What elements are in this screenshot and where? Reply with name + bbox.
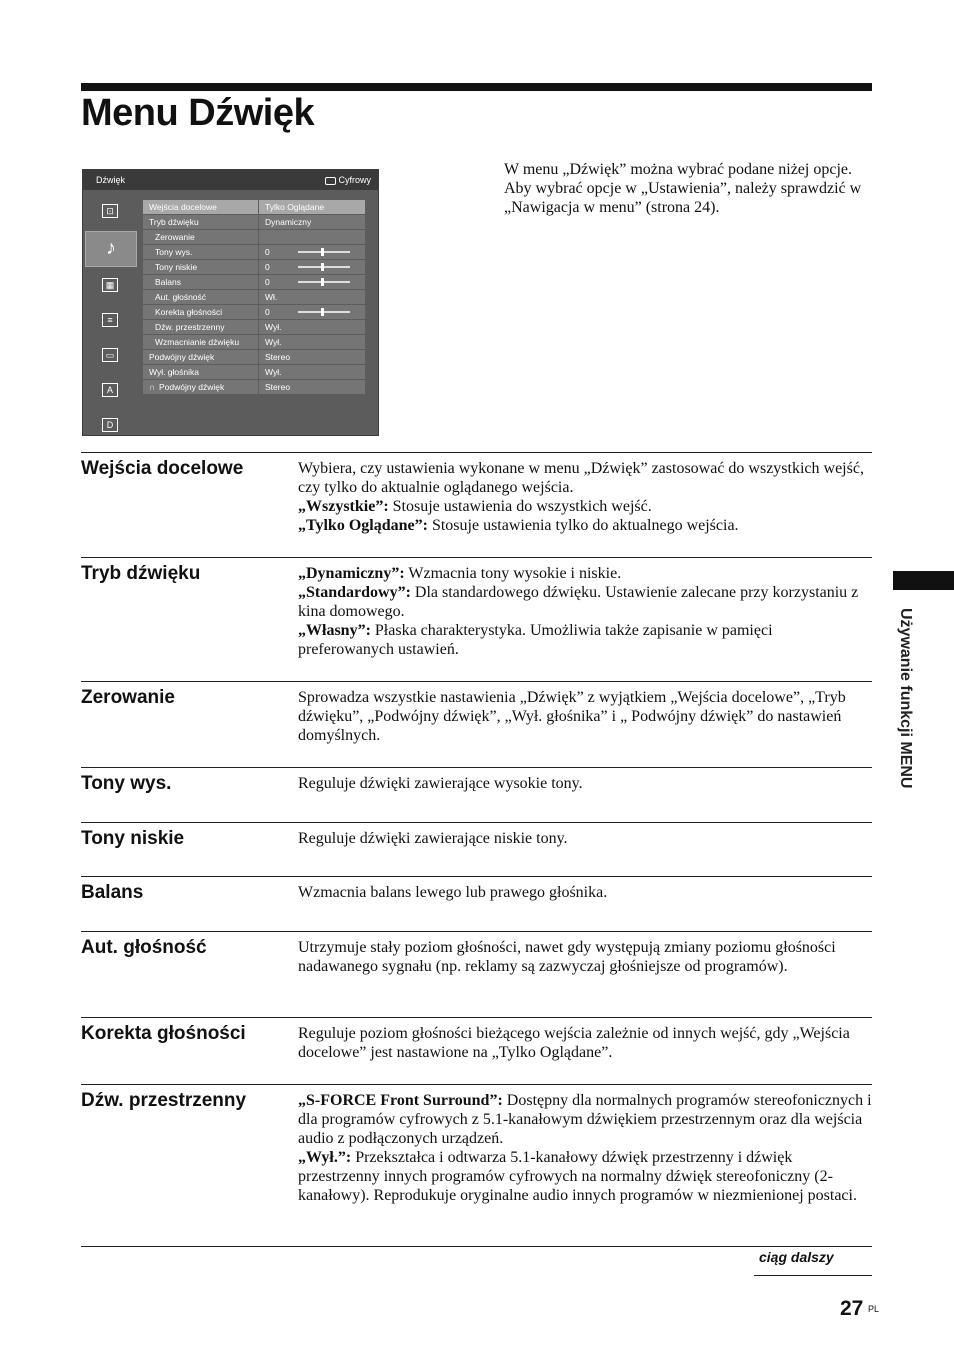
page-number: 27 [840,1297,864,1320]
option-name: „Wszystkie”: [298,498,389,515]
continued-label: ciąg dalszy [759,1249,834,1265]
tv-menu-row-divider [258,230,259,244]
tv-menu-row [143,215,365,229]
intro-text: W menu „Dźwięk” można wybrać podane niżej opcje. Aby wybrać opcje w „Ustawienia”, należy sprawdzić w „Nawigacja w menu” (strona 24). [504,161,862,216]
tv-menu-row-divider [258,215,259,229]
definition-item [81,452,872,557]
tv-menu-screenshot [82,169,379,436]
tv-menu-rows [143,200,365,395]
tv-menu-row-label: Wył. głośnika [149,367,199,377]
definition-text: Wzmacnia tony wysokie i niskie. [404,565,622,582]
definition-line [298,938,872,976]
tv-menu-row [143,335,365,349]
tv-menu-row-label: Dźw. przestrzenny [155,322,225,332]
definition-text: Dostępny dla normalnych programów stereofonicznych i dla programów cyfrowych z 5.1-kanałowym dźwiękiem przestrzennym oraz dla wejścia audio z podłączonych urządzeń. [298,1092,872,1147]
tv-menu-slider [298,281,350,283]
tv-menu-row-value: 0 [265,262,270,272]
definition-line [298,497,872,516]
music-note-icon: ♪ [85,231,137,267]
side-section-label: Używanie funkcji MENU [897,608,914,789]
tv-menu-row-value: Wł. [265,292,278,302]
definition-text: Płaska charakterystyka. Umożliwia także zapisanie w pamięci preferowanych ustawień. [298,622,773,658]
tv-menu-row-label: Podwójny dźwięk [149,352,215,362]
definition-line [298,1091,872,1148]
definition-text: Stosuje ustawienia tylko do aktualnego wejścia. [427,517,739,534]
tv-menu-row [143,320,365,334]
option-name: „Tylko Oglądane”: [298,517,428,534]
tv-menu-row-label: Tryb dźwięku [149,217,199,227]
tv-menu-row-value [265,230,365,244]
tv-menu-row-divider [258,200,259,214]
tv-menu-row-value: Wył. [265,322,282,332]
tv-menu-row-label: Balans [155,277,181,287]
input-icon: ⊡ [85,196,137,228]
option-name: „Wył.”: [298,1149,352,1166]
tv-menu-row [143,275,365,289]
definition-term: Tony wys. [81,773,172,794]
tv-menu-slider-knob [321,308,324,316]
definition-line [298,459,872,497]
definition-term: Tryb dźwięku [81,563,201,584]
definition-line [298,621,872,659]
definition-term: Zerowanie [81,687,175,708]
definition-item [81,767,872,822]
side-tab-marker [893,571,954,590]
definition-list [81,452,872,1246]
definition-text: Wzmacnia balans lewego lub prawego głośnika. [298,884,608,901]
tv-menu-row-divider [258,365,259,379]
source-icon [325,177,336,185]
digital-setup-icon: D [85,410,137,442]
tv-menu-row-label: Tony niskie [155,262,198,272]
tv-menu-row-value: 0 [265,307,270,317]
tv-menu-row-value: Stereo [265,352,291,362]
tv-menu-row-value: 0 [265,277,270,287]
definition-description [298,932,872,976]
definition-description [298,453,872,535]
definition-description [298,1018,872,1062]
tv-menu-header [83,170,378,190]
tv-menu-row [143,305,365,319]
tv-menu-row-label: Podwójny dźwięk [159,382,225,392]
tv-menu-row [143,245,365,259]
picture-icon: ▦ [85,270,137,302]
tv-menu-row-value: Wył. [265,337,282,347]
definition-text: Dla standardowego dźwięku. Ustawienie zalecane przy korzystaniu z kina domowego. [298,584,859,620]
tv-menu-slider-knob [321,248,324,256]
tv-menu-row-divider [258,335,259,349]
option-name: „Własny”: [298,622,371,639]
definition-line [298,883,872,902]
tv-menu-row-divider [258,275,259,289]
tv-menu-row [143,200,365,214]
definition-description [298,1085,872,1205]
definition-description [298,823,872,848]
title-rule [81,83,872,91]
definition-line [298,1148,872,1205]
tv-menu-row-value: Tylko Oglądane [265,202,325,212]
tv-menu-slider-knob [321,278,324,286]
tv-menu-row-label: Aut. głośność [155,292,207,302]
definition-item [81,822,872,876]
tv-menu-row-divider [258,290,259,304]
monitor-icon: ▭ [85,340,137,372]
tv-menu-row [143,365,365,379]
tv-menu-row [143,230,365,244]
tv-menu-row-divider [258,380,259,394]
tv-menu-row-value: Dynamiczny [265,217,312,227]
definition-description [298,768,872,793]
page-language: PL [868,1304,880,1314]
definition-item [81,681,872,767]
tv-menu-row-divider [258,305,259,319]
list-icon: ≡ [85,305,137,337]
tv-menu-row-value: Wył. [265,367,282,377]
tv-menu-row-label: Zerowanie [155,232,195,242]
definition-term: Balans [81,882,144,903]
definition-term: Korekta głośności [81,1023,246,1044]
definition-line [298,774,872,793]
definition-line [298,688,872,745]
definition-line [298,516,872,535]
definition-term: Tony niskie [81,828,185,849]
option-name: „Standardowy”: [298,584,411,601]
definition-text: Przekształca i odtwarza 5.1-kanałowy dźwięk przestrzenny i dźwięk przestrzenny innych programów cyfrowych na normalny dźwięk stereofoniczny (2-kanałowy). Reprodukuje oryginalne audio innych programów w niezmienionej postaci. [298,1149,857,1204]
tv-menu-row [143,380,365,394]
tv-menu-row-label: Wejścia docelowe [149,202,217,212]
definition-text: Reguluje dźwięki zawierające wysokie tony. [298,775,583,792]
definition-text: Reguluje dźwięki zawierające niskie tony. [298,830,568,847]
tv-menu-row-divider [258,260,259,274]
page-title: Menu Dźwięk [81,92,315,134]
tv-menu-slider [298,251,350,253]
definition-line [298,1024,872,1062]
tv-menu-icon-column [85,196,137,445]
tv-menu-source: Cyfrowy [325,175,371,185]
tv-menu-row [143,260,365,274]
analog-setup-icon: A [85,375,137,407]
definition-text: Utrzymuje stały poziom głośności, nawet gdy występują zmiany poziomu głośności nadawanego sygnału (np. reklamy są zazwyczaj głośniejsze od programów). [298,939,836,975]
definition-line [298,829,872,848]
bottom-rule [81,1246,872,1247]
tv-menu-row-divider [258,245,259,259]
tv-menu-row [143,350,365,364]
definition-item [81,1084,872,1246]
headphone-icon: ∩ [149,382,156,392]
definition-text: Reguluje poziom głośności bieżącego wejścia zależnie od innych wejść, gdy „Wejścia docelowe” jest nastawione na „Tylko Oglądane”. [298,1025,850,1061]
tv-menu-row [143,290,365,304]
definition-item [81,931,872,1017]
tv-menu-row-divider [258,320,259,334]
definition-line [298,564,872,583]
tv-menu-slider [298,266,350,268]
definition-description [298,877,872,902]
definition-line [298,583,872,621]
tv-menu-title: Dźwięk [96,175,126,185]
tv-menu-row-value: Stereo [265,382,291,392]
tv-menu-row-label: Tony wys. [155,247,193,257]
tv-menu-slider [298,311,350,313]
tv-menu-row-label: Korekta głośności [155,307,223,317]
definition-item [81,557,872,681]
option-name: „Dynamiczny”: [298,565,405,582]
definition-description [298,558,872,659]
definition-item [81,876,872,931]
definition-item [81,1017,872,1084]
definition-text: Sprowadza wszystkie nastawienia „Dźwięk” z wyjątkiem „Wejścia docelowe”, „Tryb dźwięku”, „Podwójny dźwięk”, „Wył. głośnika” i „ Podwójny dźwięk” do nastawień domyślnych. [298,689,846,744]
option-name: „S-FORCE Front Surround”: [298,1092,503,1109]
definition-description [298,682,872,745]
definition-term: Aut. głośność [81,937,207,958]
definition-text: Wybiera, czy ustawienia wykonane w menu „Dźwięk” zastosować do wszystkich wejść, czy tylko do aktualnie oglądanego wejścia. [298,460,864,496]
tv-menu-slider-knob [321,263,324,271]
tv-menu-row-label: Wzmacnianie dźwięku [155,337,240,347]
definition-term: Wejścia docelowe [81,458,244,479]
tv-menu-row-value: 0 [265,247,270,257]
tv-menu-row-divider [258,350,259,364]
continued-rule [754,1275,872,1276]
definition-text: Stosuje ustawienia do wszystkich wejść. [388,498,652,515]
definition-term: Dźw. przestrzenny [81,1090,247,1111]
